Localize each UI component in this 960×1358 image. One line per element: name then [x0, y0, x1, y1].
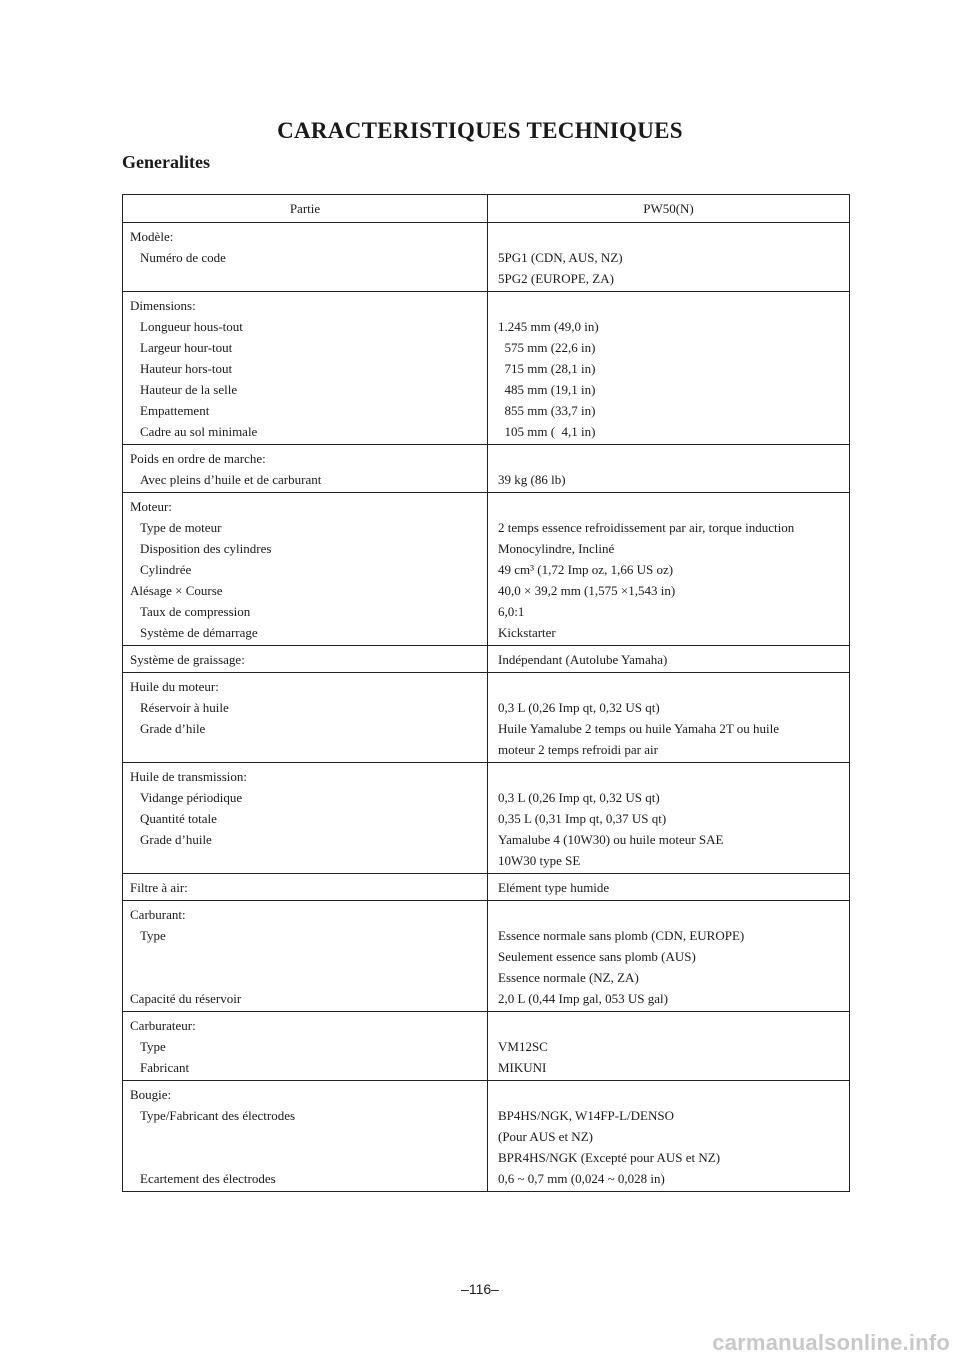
param-value: Monocylindre, Incliné	[498, 541, 615, 556]
param-label	[130, 268, 481, 289]
param-label: Alésage × Course	[130, 583, 223, 598]
table-row	[123, 673, 850, 763]
page-number: –116–	[461, 1281, 499, 1297]
param-value: (Pour AUS et NZ)	[498, 1129, 593, 1144]
param-group-label: Moteur:	[130, 499, 172, 514]
param-label: Longueur hous-tout	[140, 319, 243, 334]
param-label: Grade d’huile	[140, 832, 212, 847]
param-label: Hauteur hors-tout	[140, 361, 233, 376]
param-value: BPR4HS/NGK (Excepté pour AUS et NZ)	[498, 1150, 721, 1165]
header-model: PW50(N)	[488, 195, 850, 223]
param-label: Ecartement des électrodes	[140, 1171, 276, 1186]
param-label: Système de démarrage	[140, 625, 258, 640]
param-value	[498, 448, 843, 469]
param-group-label: Bougie:	[130, 1087, 172, 1102]
param-value: 2,0 L (0,44 Imp gal, 053 US gal)	[498, 991, 668, 1006]
table-row	[123, 1081, 850, 1192]
table-header-row	[123, 195, 850, 223]
param-group-label: Poids en ordre de marche:	[130, 451, 266, 466]
param-label: Largeur hour-tout	[140, 340, 233, 355]
param-value: 0,3 L (0,26 Imp qt, 0,32 US qt)	[498, 790, 660, 805]
param-value: 49 cm³ (1,72 Imp oz, 1,66 US oz)	[498, 562, 674, 577]
spec-table	[122, 194, 850, 1192]
param-label: Type de moteur	[140, 520, 222, 535]
param-value: 2 temps essence refroidissement par air, torque induction	[498, 520, 795, 535]
param-label: Type	[140, 1039, 166, 1054]
table-row	[123, 901, 850, 1012]
param-value: 105 mm ( 4,1 in)	[498, 424, 596, 439]
table-row	[123, 223, 850, 292]
param-group-label: Huile de transmission:	[130, 769, 247, 784]
param-label: Grade d’hile	[140, 721, 206, 736]
table-row	[123, 646, 850, 673]
param-value	[498, 904, 843, 925]
param-value: VM12SC	[498, 1039, 548, 1054]
table-row	[123, 493, 850, 646]
param-label: Avec pleins d’huile et de carburant	[140, 472, 322, 487]
param-value	[498, 226, 843, 247]
param-value	[498, 766, 843, 787]
param-value: Kickstarter	[498, 625, 556, 640]
param-label: Type/Fabricant des électrodes	[140, 1108, 296, 1123]
param-value: 575 mm (22,6 in)	[498, 340, 596, 355]
param-label	[130, 1126, 481, 1147]
param-cell	[123, 763, 488, 874]
param-label	[130, 850, 481, 871]
param-cell	[123, 292, 488, 445]
watermark: carmanualsonline.info	[712, 1330, 950, 1355]
param-value: 855 mm (33,7 in)	[498, 403, 596, 418]
table-row	[123, 292, 850, 445]
param-value: Essence normale (NZ, ZA)	[498, 970, 639, 985]
value-cell	[488, 445, 850, 493]
param-cell	[123, 445, 488, 493]
param-label: Cylindrée	[140, 562, 192, 577]
param-value	[498, 1015, 843, 1036]
value-cell	[488, 901, 850, 1012]
param-label: Empattement	[140, 403, 210, 418]
param-label: Disposition des cylindres	[140, 541, 272, 556]
param-value: Yamalube 4 (10W30) ou huile moteur SAE	[498, 832, 724, 847]
value-cell	[488, 493, 850, 646]
value-cell	[488, 673, 850, 763]
page-title: CARACTERISTIQUES TECHNIQUES	[277, 118, 683, 143]
value-cell	[488, 874, 850, 901]
value-cell	[488, 292, 850, 445]
section-title: Generalites	[122, 152, 210, 172]
param-value: BP4HS/NGK, W14FP-L/DENSO	[498, 1108, 675, 1123]
table-row	[123, 445, 850, 493]
param-label	[130, 967, 481, 988]
param-value	[498, 295, 843, 316]
param-cell	[123, 673, 488, 763]
param-value: 0,35 L (0,31 Imp qt, 0,37 US qt)	[498, 811, 667, 826]
param-label: Hauteur de la selle	[140, 382, 238, 397]
param-value: Indépendant (Autolube Yamaha)	[498, 652, 668, 667]
param-value: 485 mm (19,1 in)	[498, 382, 596, 397]
param-group-label: Carburant:	[130, 907, 186, 922]
param-value	[498, 496, 843, 517]
param-label: Taux de compression	[140, 604, 251, 619]
param-value: 10W30 type SE	[498, 853, 581, 868]
param-value: Seulement essence sans plomb (AUS)	[498, 949, 696, 964]
param-label	[130, 739, 481, 760]
param-value: Essence normale sans plomb (CDN, EUROPE)	[498, 928, 745, 943]
param-label: Vidange périodique	[140, 790, 243, 805]
param-value: 715 mm (28,1 in)	[498, 361, 596, 376]
param-value	[498, 676, 843, 697]
param-value: 40,0 × 39,2 mm (1,575 ×1,543 in)	[498, 583, 676, 598]
param-value: 39 kg (86 lb)	[498, 472, 566, 487]
param-group-label: Dimensions:	[130, 298, 196, 313]
param-cell	[123, 874, 488, 901]
param-label	[130, 1147, 481, 1168]
table-row	[123, 763, 850, 874]
param-label: Type	[140, 928, 166, 943]
value-cell	[488, 646, 850, 673]
param-label	[130, 946, 481, 967]
param-value: 6,0:1	[498, 604, 525, 619]
table-row	[123, 874, 850, 901]
param-value: 5PG2 (EUROPE, ZA)	[498, 271, 614, 286]
param-group-label: Système de graissage:	[130, 652, 245, 667]
param-group-label: Filtre à air:	[130, 880, 188, 895]
param-cell	[123, 901, 488, 1012]
param-cell	[123, 493, 488, 646]
param-value: 5PG1 (CDN, AUS, NZ)	[498, 250, 623, 265]
param-group-label: Modèle:	[130, 229, 174, 244]
param-value: Elément type humide	[498, 880, 610, 895]
value-cell	[488, 223, 850, 292]
param-cell	[123, 646, 488, 673]
param-value: 1.245 mm (49,0 in)	[498, 319, 599, 334]
param-value: 0,6 ~ 0,7 mm (0,024 ~ 0,028 in)	[498, 1171, 665, 1186]
param-label: Cadre au sol minimale	[140, 424, 258, 439]
table-row	[123, 1012, 850, 1081]
value-cell	[488, 1012, 850, 1081]
param-label: Fabricant	[140, 1060, 190, 1075]
value-cell	[488, 763, 850, 874]
param-label: Quantité totale	[140, 811, 217, 826]
param-value: 0,3 L (0,26 Imp qt, 0,32 US qt)	[498, 700, 660, 715]
param-cell	[123, 223, 488, 292]
param-value: Huile Yamalube 2 temps ou huile Yamaha 2T ou huile	[498, 721, 780, 736]
param-value	[498, 1084, 843, 1105]
value-cell	[488, 1081, 850, 1192]
param-group-label: Carburateur:	[130, 1018, 196, 1033]
param-label: Capacité du réservoir	[130, 991, 242, 1006]
param-value: MIKUNI	[498, 1060, 547, 1075]
param-group-label: Huile du moteur:	[130, 679, 219, 694]
param-value: moteur 2 temps refroidi par air	[498, 742, 658, 757]
param-label: Numéro de code	[140, 250, 226, 265]
param-label: Réservoir à huile	[140, 700, 229, 715]
param-cell	[123, 1081, 488, 1192]
param-cell	[123, 1012, 488, 1081]
header-partie: Partie	[123, 195, 488, 223]
